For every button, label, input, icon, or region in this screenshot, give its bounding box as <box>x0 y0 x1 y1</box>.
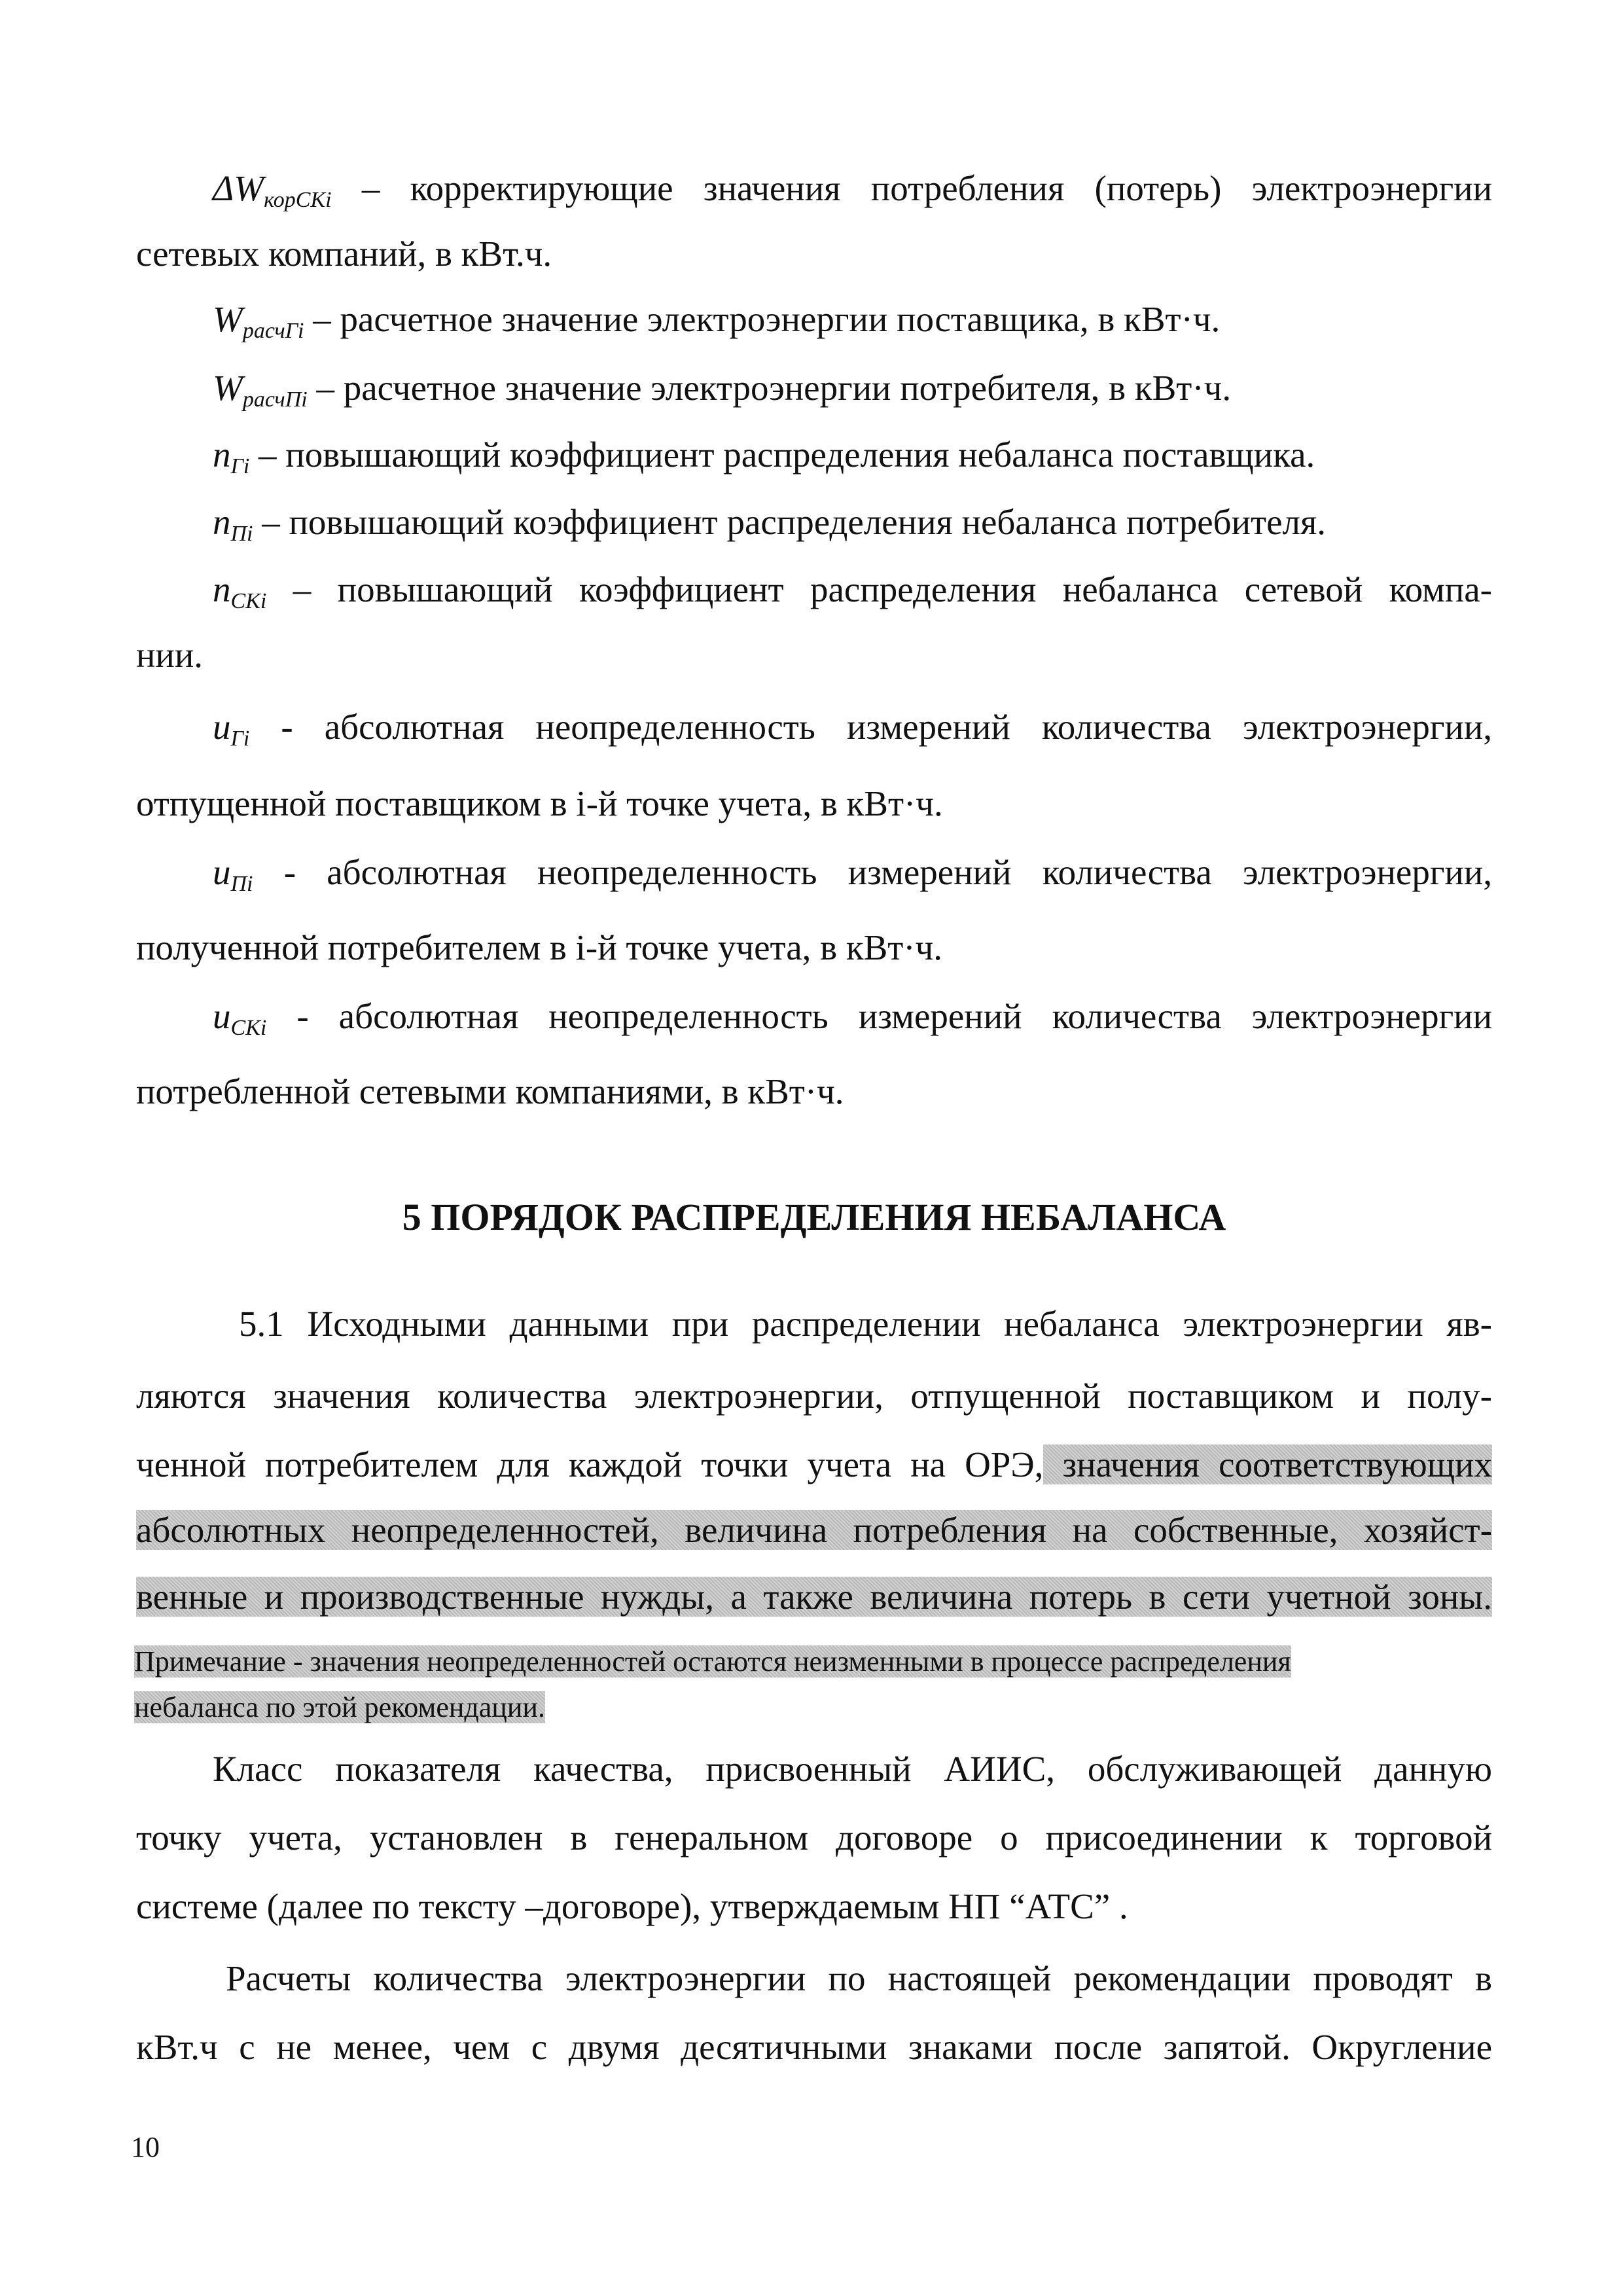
highlighted-text: Примечание - значения неопределенностей остаются неизменными в процессе распределения <box>134 1645 1291 1677</box>
definition-dw-kor-line1: $\Delta W_{корСKi}$ – корректирующие значения потребления (потерь) электроэнергии <box>213 168 1492 212</box>
definition-n-g: $n_{Гi}$ – повышающий коэффициент распределения небаланса поставщика. <box>213 435 1315 478</box>
paragraph-5-1-line2: ляются значения количества электроэнергии, отпущенной поставщиком и полу- <box>136 1376 1492 1416</box>
section-heading: 5 ПОРЯДОК РАСПРЕДЕЛЕНИЯ НЕБАЛАНСА <box>402 1196 1226 1238</box>
definition-u-g-line2: отпущенной поставщиком в i-й точке учета, в кВт·ч. <box>136 783 943 823</box>
definition-w-rasch-p: $W_{расчПi}$ – расчетное значение электроэнергии потребителя, в кВт·ч. <box>213 368 1232 412</box>
note-line2 <box>134 1689 545 1727</box>
paragraph-calc-line2: кВт.ч с не менее, чем с двумя десятичными знаками после запятой. Округление <box>136 2027 1492 2067</box>
symbol: $W_{расчПi}$ <box>213 368 308 412</box>
highlighted-text: венные и производственные нужды, а также величина потерь в сети учетной зоны. <box>136 1577 1492 1617</box>
definition-u-sk-line1: $u_{СKi}$ - абсолютная неопределенность измерений количества электроэнергии <box>213 996 1492 1040</box>
definition-u-p-line2: полученной потребителем в i-й точке учета, в кВт·ч. <box>136 927 943 967</box>
highlighted-text: абсолютных неопределенностей, величина потребления на собственные, хозяйст- <box>136 1510 1492 1550</box>
paragraph-5-1-line4 <box>136 1509 1492 1552</box>
symbol: $n_{СKi}$ <box>213 569 267 613</box>
definition-u-g-line1: $u_{Гi}$ - абсолютная неопределенность измерений количества электроэнергии, <box>213 707 1492 751</box>
page-number: 10 <box>131 2131 160 2163</box>
symbol: $u_{Гi}$ <box>213 707 250 751</box>
definition-u-sk-line2: потребленной сетевыми компаниями, в кВт·ч. <box>136 1071 844 1111</box>
symbol: $\Delta W_{корСKi}$ <box>213 168 332 212</box>
symbol: $u_{СKi}$ <box>213 996 267 1040</box>
paragraph-5-1-line3: ченной потребителем для каждой точки учета на ОРЭ, значения соответствующих <box>136 1444 1492 1484</box>
symbol: $n_{Гi}$ <box>213 435 250 478</box>
highlighted-text: значения соответствующих <box>1043 1444 1492 1484</box>
paragraph-class-line2: точку учета, установлен в генеральном договоре о присоединении к торговой <box>136 1818 1492 1857</box>
definition-n-sk-line1: $n_{СKi}$ – повышающий коэффициент распределения небаланса сетевой компа- <box>213 569 1492 613</box>
paragraph-class-line1: Класс показателя качества, присвоенный АИИС, обслуживающей данную <box>213 1749 1492 1789</box>
highlighted-text: небаланса по этой рекомендации. <box>134 1691 545 1723</box>
definition-n-p: $n_{Пi}$ – повышающий коэффициент распределения небаланса потребителя. <box>213 502 1326 546</box>
definition-dw-kor-line2: сетевых компаний, в кВт.ч. <box>136 234 552 274</box>
paragraph-calc-line1: Расчеты количества электроэнергии по настоящей рекомендации проводят в <box>226 1958 1492 1998</box>
symbol: $W_{расчГi}$ <box>213 299 304 343</box>
definition-w-rasch-g: $W_{расчГi}$ – расчетное значение электроэнергии поставщика, в кВт·ч. <box>213 299 1221 343</box>
paragraph-class-line3: системе (далее по тексту –договоре), утверждаемым НП “АТС” . <box>136 1886 1128 1926</box>
symbol: $u_{Пi}$ <box>213 852 253 896</box>
note-line1 <box>134 1643 1291 1681</box>
paragraph-5-1-line1: 5.1 Исходными данными при распределении небаланса электроэнергии яв- <box>239 1304 1492 1344</box>
definition-n-sk-line2: нии. <box>136 635 204 675</box>
paragraph-5-1-line5 <box>136 1575 1492 1619</box>
symbol: $n_{Пi}$ <box>213 502 253 546</box>
definition-u-p-line1: $u_{Пi}$ - абсолютная неопределенность измерений количества электроэнергии, <box>213 852 1492 896</box>
